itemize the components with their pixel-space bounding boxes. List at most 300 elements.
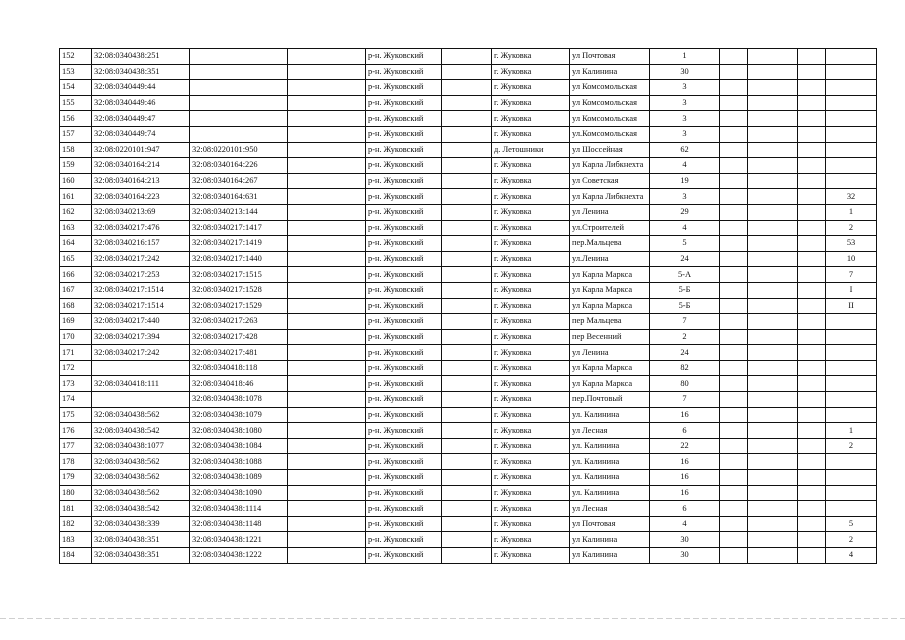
empty-cell	[798, 126, 826, 142]
table-row	[60, 220, 877, 236]
empty-cell	[720, 360, 748, 376]
premises-cadastral-number-cell	[190, 64, 288, 80]
cadastral-number-cell: 32:08:0340217:242	[92, 251, 190, 267]
flat-number-cell: 7	[826, 267, 877, 283]
registry-table-body	[60, 49, 877, 564]
empty-cell	[288, 501, 366, 517]
empty-cell	[748, 236, 798, 252]
empty-cell	[748, 360, 798, 376]
street-cell: ул Карла Либкнехта	[570, 158, 650, 174]
table-row	[60, 111, 877, 127]
empty-cell	[798, 80, 826, 96]
house-number-cell: 2	[650, 329, 720, 345]
empty-cell	[798, 329, 826, 345]
district-cell: р-н. Жуковский	[366, 49, 442, 65]
settlement-cell: г. Жуковка	[492, 95, 570, 111]
empty-cell	[442, 516, 492, 532]
empty-cell	[798, 251, 826, 267]
cadastral-number-cell: 32:08:0340217:440	[92, 314, 190, 330]
premises-cadastral-number-cell: 32:08:0340438:1090	[190, 485, 288, 501]
empty-cell	[748, 485, 798, 501]
premises-cadastral-number-cell: 32:08:0340438:1080	[190, 423, 288, 439]
row-number-cell: 183	[60, 532, 92, 548]
empty-cell	[720, 470, 748, 486]
premises-cadastral-number-cell: 32:08:0340438:1222	[190, 548, 288, 564]
cadastral-number-cell: 32:08:0340438:562	[92, 407, 190, 423]
empty-cell	[442, 485, 492, 501]
street-cell: ул Комсомольская	[570, 111, 650, 127]
street-cell: ул Лесная	[570, 423, 650, 439]
house-number-cell: 1	[650, 49, 720, 65]
empty-cell	[442, 376, 492, 392]
empty-cell	[720, 438, 748, 454]
street-cell: ул Лесная	[570, 501, 650, 517]
house-number-cell: 6	[650, 423, 720, 439]
empty-cell	[288, 532, 366, 548]
settlement-cell: г. Жуковка	[492, 392, 570, 408]
street-cell: ул Комсомольская	[570, 95, 650, 111]
house-number-cell: 82	[650, 360, 720, 376]
empty-cell	[288, 360, 366, 376]
premises-cadastral-number-cell: 32:08:0340217:1440	[190, 251, 288, 267]
flat-number-cell: 5	[826, 516, 877, 532]
row-number-cell: 159	[60, 158, 92, 174]
empty-cell	[748, 454, 798, 470]
table-row	[60, 189, 877, 205]
empty-cell	[798, 548, 826, 564]
row-number-cell: 175	[60, 407, 92, 423]
cadastral-number-cell	[92, 392, 190, 408]
district-cell: р-н. Жуковский	[366, 236, 442, 252]
empty-cell	[720, 501, 748, 517]
empty-cell	[442, 189, 492, 205]
empty-cell	[748, 282, 798, 298]
cadastral-number-cell: 32:08:0340438:351	[92, 532, 190, 548]
empty-cell	[720, 64, 748, 80]
empty-cell	[798, 392, 826, 408]
house-number-cell: 30	[650, 64, 720, 80]
house-number-cell: 4	[650, 516, 720, 532]
empty-cell	[288, 454, 366, 470]
empty-cell	[288, 438, 366, 454]
row-number-cell: 168	[60, 298, 92, 314]
district-cell: р-н. Жуковский	[366, 407, 442, 423]
premises-cadastral-number-cell: 32:08:0340438:1114	[190, 501, 288, 517]
empty-cell	[798, 470, 826, 486]
empty-cell	[798, 111, 826, 127]
street-cell: ул Ленина	[570, 204, 650, 220]
table-row	[60, 438, 877, 454]
empty-cell	[798, 49, 826, 65]
table-row	[60, 80, 877, 96]
empty-cell	[442, 64, 492, 80]
empty-cell	[288, 173, 366, 189]
row-number-cell: 163	[60, 220, 92, 236]
table-row	[60, 485, 877, 501]
district-cell: р-н. Жуковский	[366, 298, 442, 314]
street-cell: ул. Калинина	[570, 454, 650, 470]
district-cell: р-н. Жуковский	[366, 501, 442, 517]
flat-number-cell: 1	[826, 423, 877, 439]
row-number-cell: 172	[60, 360, 92, 376]
settlement-cell: г. Жуковка	[492, 423, 570, 439]
row-number-cell: 180	[60, 485, 92, 501]
table-row	[60, 454, 877, 470]
empty-cell	[288, 126, 366, 142]
district-cell: р-н. Жуковский	[366, 470, 442, 486]
empty-cell	[798, 516, 826, 532]
empty-cell	[442, 548, 492, 564]
flat-number-cell	[826, 329, 877, 345]
flat-number-cell	[826, 392, 877, 408]
street-cell: ул Почтовая	[570, 516, 650, 532]
cadastral-number-cell: 32:08:0340449:44	[92, 80, 190, 96]
house-number-cell: 3	[650, 189, 720, 205]
premises-cadastral-number-cell: 32:08:0340418:46	[190, 376, 288, 392]
table-row	[60, 314, 877, 330]
cadastral-number-cell: 32:08:0340217:394	[92, 329, 190, 345]
premises-cadastral-number-cell: 32:08:0340438:1078	[190, 392, 288, 408]
empty-cell	[442, 251, 492, 267]
empty-cell	[748, 95, 798, 111]
scan-footer-line	[0, 618, 905, 619]
row-number-cell: 158	[60, 142, 92, 158]
settlement-cell: г. Жуковка	[492, 501, 570, 517]
premises-cadastral-number-cell: 32:08:0340164:267	[190, 173, 288, 189]
house-number-cell: 16	[650, 454, 720, 470]
empty-cell	[288, 111, 366, 127]
house-number-cell: 3	[650, 95, 720, 111]
empty-cell	[288, 267, 366, 283]
district-cell: р-н. Жуковский	[366, 438, 442, 454]
empty-cell	[442, 111, 492, 127]
table-row	[60, 532, 877, 548]
empty-cell	[442, 267, 492, 283]
empty-cell	[442, 95, 492, 111]
district-cell: р-н. Жуковский	[366, 111, 442, 127]
empty-cell	[748, 501, 798, 517]
settlement-cell: г. Жуковка	[492, 204, 570, 220]
table-row	[60, 345, 877, 361]
settlement-cell: г. Жуковка	[492, 329, 570, 345]
row-number-cell: 154	[60, 80, 92, 96]
empty-cell	[798, 423, 826, 439]
premises-cadastral-number-cell: 32:08:0340438:1084	[190, 438, 288, 454]
street-cell: пер Весенний	[570, 329, 650, 345]
empty-cell	[798, 314, 826, 330]
table-row	[60, 126, 877, 142]
empty-cell	[442, 454, 492, 470]
empty-cell	[442, 49, 492, 65]
empty-cell	[748, 407, 798, 423]
table-row	[60, 376, 877, 392]
empty-cell	[720, 49, 748, 65]
district-cell: р-н. Жуковский	[366, 251, 442, 267]
empty-cell	[798, 485, 826, 501]
flat-number-cell: 2	[826, 532, 877, 548]
empty-cell	[748, 220, 798, 236]
settlement-cell: г. Жуковка	[492, 282, 570, 298]
house-number-cell: 22	[650, 438, 720, 454]
premises-cadastral-number-cell	[190, 80, 288, 96]
cadastral-number-cell: 32:08:0340438:351	[92, 548, 190, 564]
cadastral-number-cell: 32:08:0340449:74	[92, 126, 190, 142]
row-number-cell: 184	[60, 548, 92, 564]
premises-cadastral-number-cell: 32:08:0340217:263	[190, 314, 288, 330]
premises-cadastral-number-cell: 32:08:0340217:1528	[190, 282, 288, 298]
empty-cell	[288, 80, 366, 96]
empty-cell	[748, 516, 798, 532]
flat-number-cell	[826, 314, 877, 330]
row-number-cell: 162	[60, 204, 92, 220]
settlement-cell: г. Жуковка	[492, 407, 570, 423]
empty-cell	[442, 423, 492, 439]
empty-cell	[720, 142, 748, 158]
district-cell: р-н. Жуковский	[366, 392, 442, 408]
house-number-cell: 16	[650, 470, 720, 486]
empty-cell	[798, 376, 826, 392]
table-row	[60, 267, 877, 283]
empty-cell	[720, 282, 748, 298]
empty-cell	[798, 532, 826, 548]
empty-cell	[798, 360, 826, 376]
empty-cell	[748, 345, 798, 361]
cadastral-number-cell: 32:08:0340438:351	[92, 64, 190, 80]
row-number-cell: 167	[60, 282, 92, 298]
empty-cell	[288, 329, 366, 345]
table-row	[60, 516, 877, 532]
row-number-cell: 164	[60, 236, 92, 252]
flat-number-cell	[826, 485, 877, 501]
empty-cell	[442, 345, 492, 361]
empty-cell	[288, 548, 366, 564]
empty-cell	[720, 126, 748, 142]
flat-number-cell: I	[826, 282, 877, 298]
empty-cell	[442, 360, 492, 376]
empty-cell	[288, 189, 366, 205]
empty-cell	[798, 298, 826, 314]
row-number-cell: 182	[60, 516, 92, 532]
flat-number-cell	[826, 173, 877, 189]
empty-cell	[288, 236, 366, 252]
cadastral-number-cell: 32:08:0340217:1514	[92, 298, 190, 314]
empty-cell	[442, 501, 492, 517]
district-cell: р-н. Жуковский	[366, 189, 442, 205]
cadastral-number-cell	[92, 360, 190, 376]
street-cell: ул Карла Маркса	[570, 298, 650, 314]
empty-cell	[442, 532, 492, 548]
house-number-cell: 5-А	[650, 267, 720, 283]
empty-cell	[288, 470, 366, 486]
cadastral-number-cell: 32:08:0340438:339	[92, 516, 190, 532]
empty-cell	[720, 80, 748, 96]
street-cell: ул Комсомольская	[570, 80, 650, 96]
street-cell: ул Карла Маркса	[570, 267, 650, 283]
house-number-cell: 29	[650, 204, 720, 220]
flat-number-cell: II	[826, 298, 877, 314]
empty-cell	[720, 111, 748, 127]
empty-cell	[442, 142, 492, 158]
premises-cadastral-number-cell: 32:08:0340164:631	[190, 189, 288, 205]
street-cell: ул. Калинина	[570, 485, 650, 501]
settlement-cell: г. Жуковка	[492, 80, 570, 96]
house-number-cell: 3	[650, 80, 720, 96]
empty-cell	[442, 236, 492, 252]
flat-number-cell: 53	[826, 236, 877, 252]
empty-cell	[720, 204, 748, 220]
empty-cell	[720, 189, 748, 205]
house-number-cell: 5-Б	[650, 298, 720, 314]
table-row	[60, 95, 877, 111]
flat-number-cell	[826, 470, 877, 486]
district-cell: р-н. Жуковский	[366, 64, 442, 80]
settlement-cell: г. Жуковка	[492, 532, 570, 548]
empty-cell	[442, 470, 492, 486]
settlement-cell: г. Жуковка	[492, 516, 570, 532]
street-cell: ул Шоссейная	[570, 142, 650, 158]
premises-cadastral-number-cell: 32:08:0220101:950	[190, 142, 288, 158]
cadastral-number-cell: 32:08:0340449:46	[92, 95, 190, 111]
district-cell: р-н. Жуковский	[366, 173, 442, 189]
premises-cadastral-number-cell: 32:08:0340438:1079	[190, 407, 288, 423]
district-cell: р-н. Жуковский	[366, 454, 442, 470]
empty-cell	[748, 470, 798, 486]
street-cell: ул Калинина	[570, 64, 650, 80]
settlement-cell: г. Жуковка	[492, 158, 570, 174]
settlement-cell: г. Жуковка	[492, 454, 570, 470]
table-row	[60, 470, 877, 486]
settlement-cell: г. Жуковка	[492, 470, 570, 486]
district-cell: р-н. Жуковский	[366, 548, 442, 564]
street-cell: ул Карла Маркса	[570, 282, 650, 298]
empty-cell	[720, 454, 748, 470]
district-cell: р-н. Жуковский	[366, 532, 442, 548]
cadastral-number-cell: 32:08:0340438:562	[92, 454, 190, 470]
settlement-cell: г. Жуковка	[492, 548, 570, 564]
premises-cadastral-number-cell: 32:08:0340438:1148	[190, 516, 288, 532]
flat-number-cell	[826, 158, 877, 174]
empty-cell	[442, 407, 492, 423]
flat-number-cell	[826, 126, 877, 142]
empty-cell	[720, 220, 748, 236]
settlement-cell: г. Жуковка	[492, 376, 570, 392]
empty-cell	[720, 329, 748, 345]
row-number-cell: 181	[60, 501, 92, 517]
empty-cell	[798, 407, 826, 423]
street-cell: ул Карла Маркса	[570, 376, 650, 392]
empty-cell	[748, 111, 798, 127]
empty-cell	[288, 516, 366, 532]
settlement-cell: г. Жуковка	[492, 298, 570, 314]
empty-cell	[720, 267, 748, 283]
house-number-cell: 62	[650, 142, 720, 158]
cadastral-number-cell: 32:08:0340438:251	[92, 49, 190, 65]
empty-cell	[442, 204, 492, 220]
street-cell: пер.Почтовый	[570, 392, 650, 408]
empty-cell	[720, 314, 748, 330]
empty-cell	[288, 345, 366, 361]
empty-cell	[748, 423, 798, 439]
district-cell: р-н. Жуковский	[366, 282, 442, 298]
cadastral-number-cell: 32:08:0340217:476	[92, 220, 190, 236]
street-cell: ул Советская	[570, 173, 650, 189]
empty-cell	[442, 314, 492, 330]
empty-cell	[720, 407, 748, 423]
row-number-cell: 155	[60, 95, 92, 111]
row-number-cell: 173	[60, 376, 92, 392]
empty-cell	[748, 251, 798, 267]
row-number-cell: 179	[60, 470, 92, 486]
district-cell: р-н. Жуковский	[366, 360, 442, 376]
empty-cell	[798, 173, 826, 189]
empty-cell	[798, 189, 826, 205]
empty-cell	[288, 49, 366, 65]
row-number-cell: 160	[60, 173, 92, 189]
street-cell: ул.Ленина	[570, 251, 650, 267]
row-number-cell: 171	[60, 345, 92, 361]
row-number-cell: 153	[60, 64, 92, 80]
empty-cell	[748, 142, 798, 158]
empty-cell	[288, 314, 366, 330]
empty-cell	[748, 376, 798, 392]
empty-cell	[442, 126, 492, 142]
house-number-cell: 24	[650, 345, 720, 361]
house-number-cell: 3	[650, 111, 720, 127]
cadastral-number-cell: 32:08:0340217:253	[92, 267, 190, 283]
flat-number-cell	[826, 454, 877, 470]
settlement-cell: г. Жуковка	[492, 251, 570, 267]
cadastral-number-cell: 32:08:0340213:69	[92, 204, 190, 220]
house-number-cell: 7	[650, 392, 720, 408]
empty-cell	[798, 220, 826, 236]
empty-cell	[442, 329, 492, 345]
district-cell: р-н. Жуковский	[366, 158, 442, 174]
settlement-cell: г. Жуковка	[492, 267, 570, 283]
house-number-cell: 30	[650, 548, 720, 564]
street-cell: пер Мальцева	[570, 314, 650, 330]
premises-cadastral-number-cell: 32:08:0340217:1419	[190, 236, 288, 252]
empty-cell	[748, 298, 798, 314]
table-row	[60, 64, 877, 80]
empty-cell	[720, 251, 748, 267]
flat-number-cell	[826, 49, 877, 65]
empty-cell	[748, 329, 798, 345]
district-cell: р-н. Жуковский	[366, 95, 442, 111]
flat-number-cell	[826, 142, 877, 158]
empty-cell	[720, 173, 748, 189]
district-cell: р-н. Жуковский	[366, 142, 442, 158]
house-number-cell: 5	[650, 236, 720, 252]
settlement-cell: г. Жуковка	[492, 64, 570, 80]
street-cell: ул Калинина	[570, 548, 650, 564]
table-row	[60, 158, 877, 174]
row-number-cell: 178	[60, 454, 92, 470]
empty-cell	[288, 407, 366, 423]
flat-number-cell: 2	[826, 220, 877, 236]
empty-cell	[748, 438, 798, 454]
empty-cell	[442, 298, 492, 314]
street-cell: ул Почтовая	[570, 49, 650, 65]
flat-number-cell	[826, 501, 877, 517]
cadastral-number-cell: 32:08:0340164:213	[92, 173, 190, 189]
table-row	[60, 392, 877, 408]
premises-cadastral-number-cell: 32:08:0340217:1529	[190, 298, 288, 314]
cadastral-number-cell: 32:08:0340164:214	[92, 158, 190, 174]
street-cell: ул. Калинина	[570, 407, 650, 423]
district-cell: р-н. Жуковский	[366, 220, 442, 236]
empty-cell	[748, 80, 798, 96]
empty-cell	[288, 485, 366, 501]
